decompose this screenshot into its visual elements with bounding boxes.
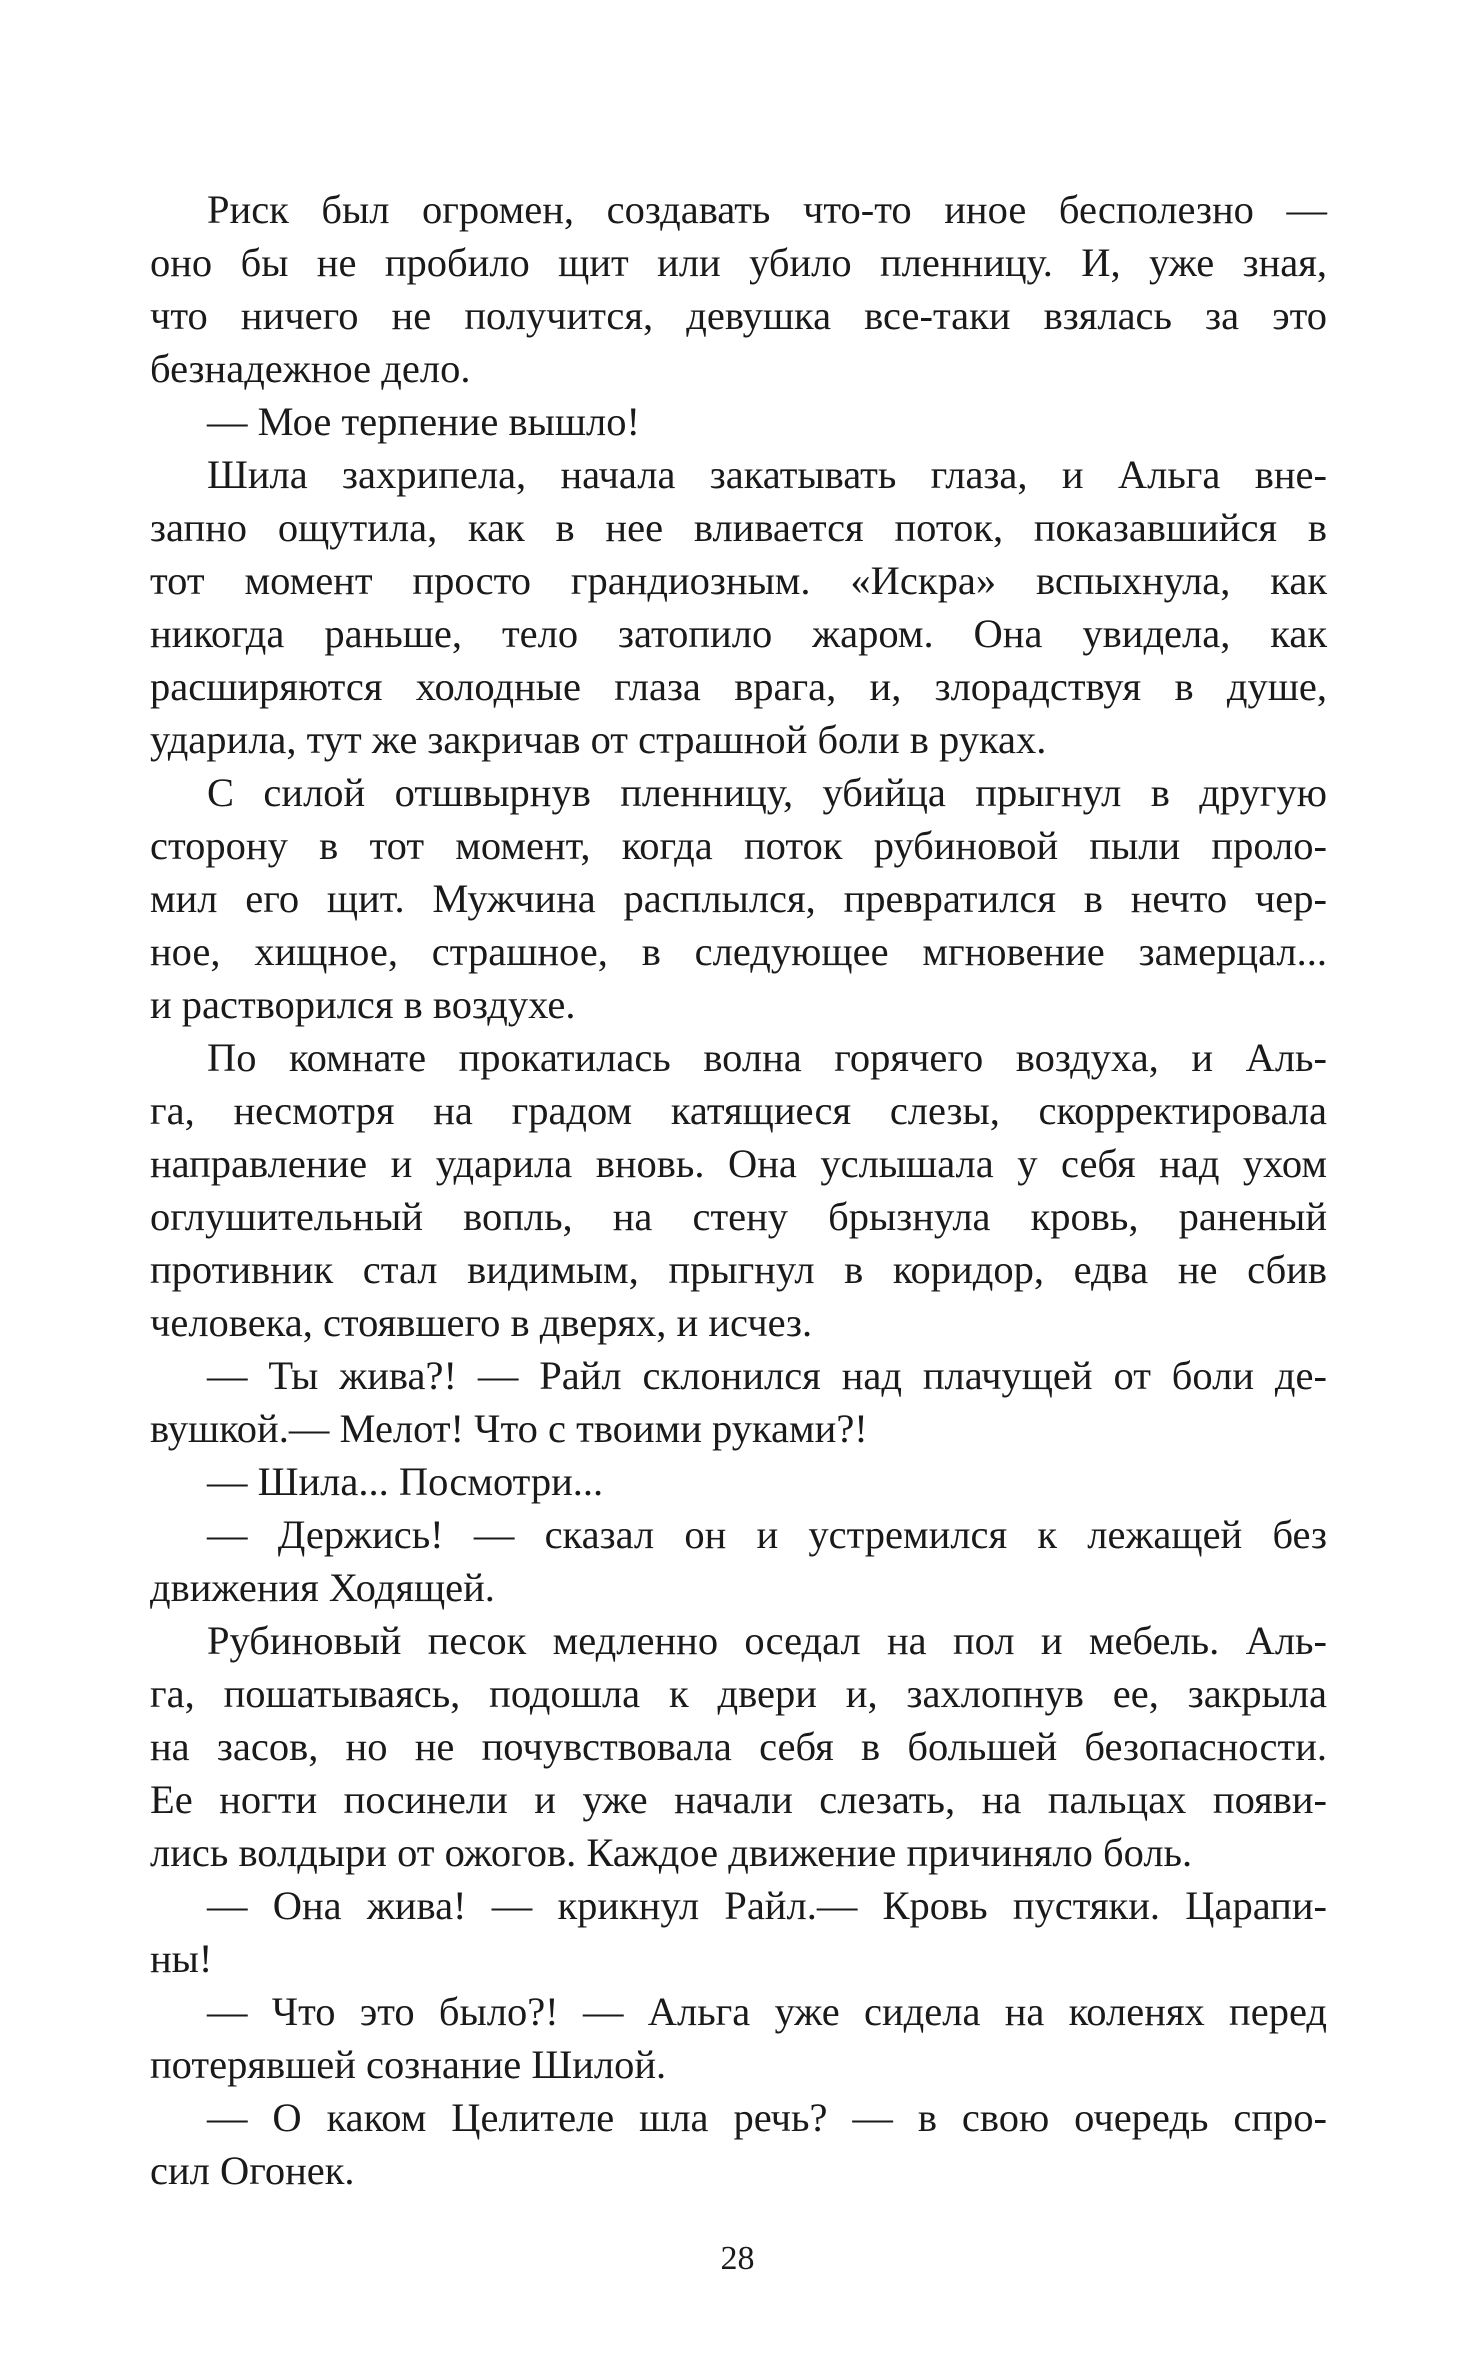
text-line: мил его щит. Мужчина расплылся, превратился в нечто чер- [150,876,1327,921]
text-line: лись волдыри от ожогов. Каждое движение причиняло боль. [150,1830,1193,1875]
text-line: — Что это было?! — Альга уже сидела на коленях перед [207,1989,1327,2034]
text-line: Шила захрипела, начала закатывать глаза, и Альга вне- [207,452,1327,497]
text-line: вушкой.— Мелот! Что с твоими руками?! [150,1406,868,1451]
text-line: оно бы не пробило щит или убило пленницу. И, уже зная, [150,240,1327,285]
text-line: — Держись! — сказал он и устремился к лежащей без [207,1512,1327,1557]
text-line: Ее ногти посинели и уже начали слезать, на пальцах появи- [150,1777,1327,1822]
text-line: и растворился в воздухе. [150,982,576,1027]
text-line: Риск был огромен, создавать что-то иное бесполезно — [207,187,1327,232]
text-line: тот момент просто грандиозным. «Искра» вспыхнула, как [150,558,1327,603]
text-line: — Мое терпение вышло! [207,399,640,444]
text-line: сторону в тот момент, когда поток рубиновой пыли проло- [150,823,1327,868]
text-line: запно ощутила, как в нее вливается поток, показавшийся в [150,505,1327,550]
text-line: направление и ударила вновь. Она услышала у себя над ухом [150,1141,1327,1186]
text-line: расширяются холодные глаза врага, и, злорадствуя в душе, [150,664,1327,709]
text-line: никогда раньше, тело затопило жаром. Она увидела, как [150,611,1327,656]
text-line: — Ты жива?! — Райл склонился над плачущей от боли де- [207,1353,1327,1398]
text-line: — Она жива! — крикнул Райл.— Кровь пустяки. Царапи- [207,1883,1327,1928]
text-line: противник стал видимым, прыгнул в коридор, едва не сбив [150,1247,1327,1292]
text-line: человека, стоявшего в дверях, и исчез. [150,1300,813,1345]
text-line: га, несмотря на градом катящиеся слезы, скорректировала [150,1088,1327,1133]
text-line: ное, хищное, страшное, в следующее мгновение замерцал... [150,929,1327,974]
text-line: на засов, но не почувствовала себя в большей безопасности. [150,1724,1327,1769]
text-line: — О каком Целителе шла речь? — в свою очередь спро- [207,2095,1327,2140]
text-line: оглушительный вопль, на стену брызнула кровь, раненый [150,1194,1327,1239]
text-line: По комнате прокатилась волна горячего воздуха, и Аль- [207,1035,1327,1080]
text-line: ны! [150,1936,213,1981]
text-line: ударила, тут же закричав от страшной боли в руках. [150,717,1047,762]
text-line: Рубиновый песок медленно оседал на пол и мебель. Аль- [207,1618,1327,1663]
text-line: что ничего не получится, девушка все-таки взялась за это [150,293,1327,338]
page-number: 28 [720,2240,755,2277]
text-line: — Шила... Посмотри... [207,1459,604,1504]
text-line: потерявшей сознание Шилой. [150,2042,667,2087]
text-line: безнадежное дело. [150,346,471,391]
text-line: га, пошатываясь, подошла к двери и, захлопнув ее, закрыла [150,1671,1327,1716]
text-line: сил Огонек. [150,2148,355,2193]
text-line: движения Ходящей. [150,1565,495,1610]
text-line: С силой отшвырнув пленницу, убийца прыгнул в другую [207,770,1327,815]
body-text [150,183,1327,2197]
